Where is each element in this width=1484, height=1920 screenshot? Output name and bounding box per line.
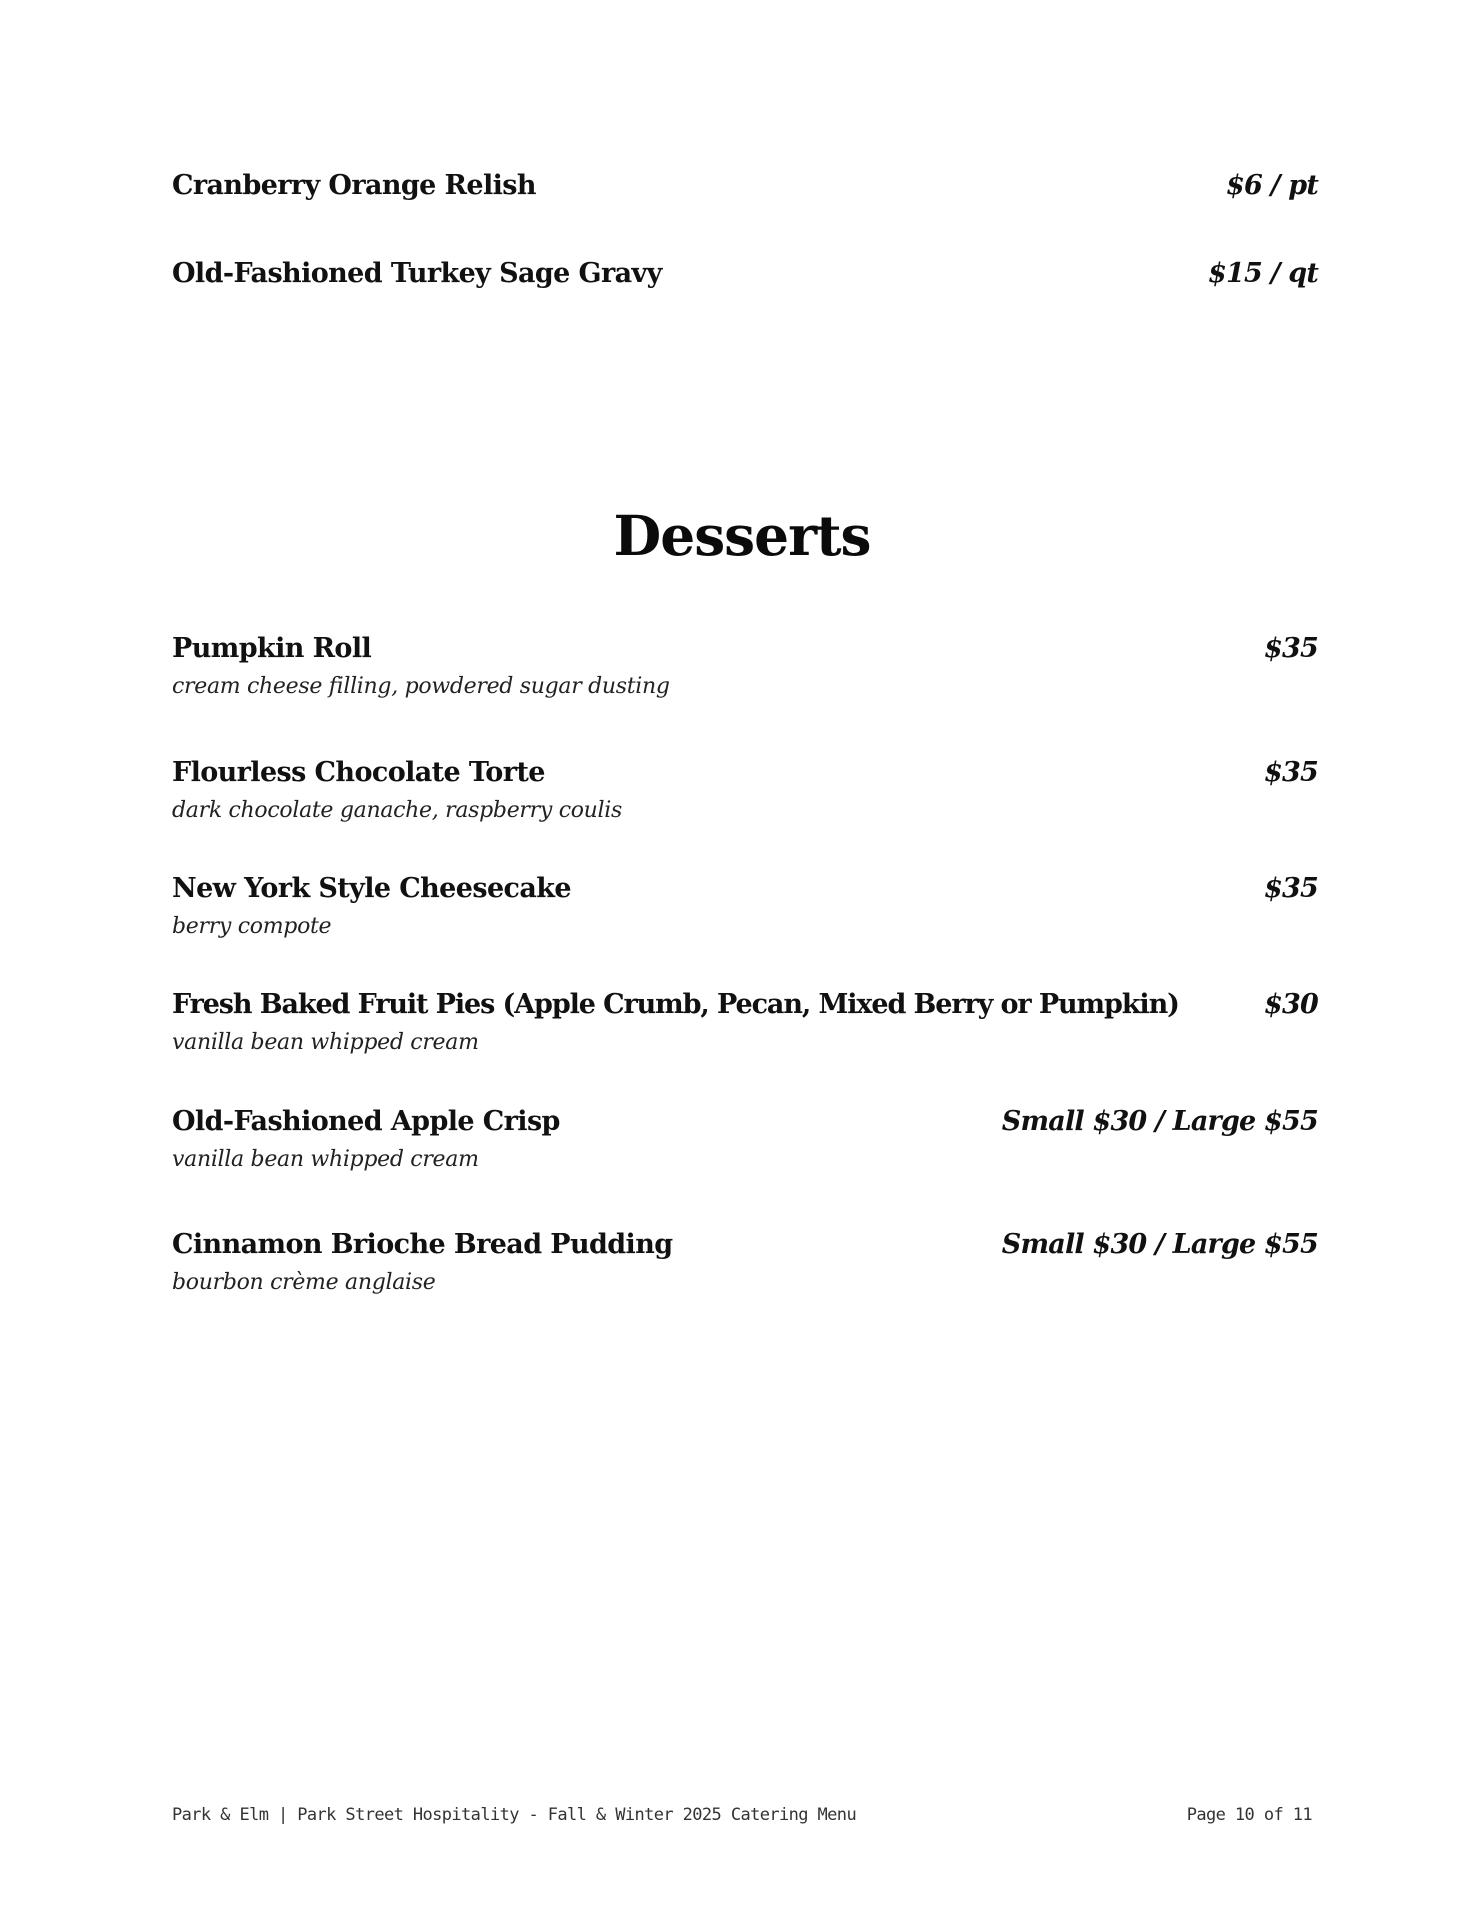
item-description: dark chocolate ganache, raspberry coulis bbox=[172, 798, 622, 823]
page-number: Page 10 of 11 bbox=[1186, 1805, 1312, 1825]
menu-item bbox=[172, 633, 1318, 699]
item-price: $35 bbox=[1264, 757, 1318, 788]
item-description: berry compote bbox=[172, 914, 332, 939]
item-description: vanilla bean whipped cream bbox=[172, 1030, 479, 1055]
menu-item bbox=[172, 258, 1318, 289]
section-title-desserts: Desserts bbox=[613, 503, 871, 568]
menu-item bbox=[172, 757, 1318, 823]
item-price: $6 / pt bbox=[1226, 170, 1318, 201]
item-description: bourbon crème anglaise bbox=[172, 1270, 436, 1295]
item-description: cream cheese filling, powdered sugar dusting bbox=[172, 674, 670, 699]
item-name: Pumpkin Roll bbox=[172, 633, 372, 664]
item-price: Small $30 / Large $55 bbox=[1001, 1106, 1318, 1137]
item-name: Cinnamon Brioche Bread Pudding bbox=[172, 1229, 673, 1260]
item-price: $35 bbox=[1264, 873, 1318, 904]
item-description: vanilla bean whipped cream bbox=[172, 1147, 479, 1172]
menu-item bbox=[172, 170, 1318, 201]
item-price: $15 / qt bbox=[1208, 258, 1318, 289]
item-name: Old-Fashioned Apple Crisp bbox=[172, 1106, 560, 1137]
item-price: $35 bbox=[1264, 633, 1318, 664]
menu-item bbox=[172, 989, 1318, 1055]
item-price: $30 bbox=[1264, 989, 1318, 1020]
item-price: Small $30 / Large $55 bbox=[1001, 1229, 1318, 1260]
menu-item bbox=[172, 873, 1318, 939]
item-name: Fresh Baked Fruit Pies (Apple Crumb, Pecan, Mixed Berry or Pumpkin) bbox=[172, 989, 1179, 1020]
page-footer bbox=[172, 1805, 1312, 1825]
menu-item bbox=[172, 1229, 1318, 1295]
item-name: New York Style Cheesecake bbox=[172, 873, 571, 904]
footer-menu-title: Park & Elm | Park Street Hospitality - Fall & Winter 2025 Catering Menu bbox=[172, 1805, 857, 1825]
item-name: Flourless Chocolate Torte bbox=[172, 757, 545, 788]
menu-item bbox=[172, 1106, 1318, 1172]
item-name: Old-Fashioned Turkey Sage Gravy bbox=[172, 258, 662, 289]
item-name: Cranberry Orange Relish bbox=[172, 170, 536, 201]
